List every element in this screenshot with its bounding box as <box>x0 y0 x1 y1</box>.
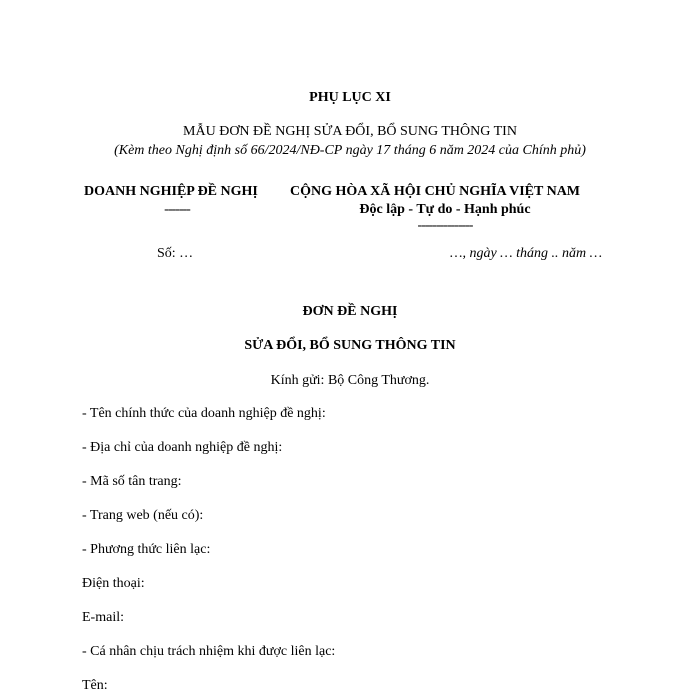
field-contact-method: - Phương thức liên lạc: <box>82 542 211 557</box>
form-title: MẪU ĐƠN ĐỀ NGHỊ SỬA ĐỔI, BỔ SUNG THÔNG TIN <box>183 124 517 139</box>
field-remanufacture-code: - Mã số tân trang: <box>82 474 182 489</box>
field-website: - Trang web (nếu có): <box>82 508 204 523</box>
organization-label: DOANH NGHIỆP ĐỀ NGHỊ <box>84 184 258 199</box>
national-motto: Độc lập - Tự do - Hạnh phúc <box>359 202 531 217</box>
document-number: Số: … <box>157 246 194 261</box>
decree-reference: (Kèm theo Nghị định số 66/2024/NĐ-CP ngày 17 tháng 6 năm 2024 của Chính phủ) <box>114 143 586 158</box>
appendix-title: PHỤ LỤC XI <box>309 90 391 105</box>
field-name: Tên: <box>82 678 108 693</box>
document-date: …, ngày … tháng .. năm … <box>450 246 603 261</box>
recipient-line: Kính gửi: Bộ Công Thương. <box>270 373 430 388</box>
field-email: E-mail: <box>82 610 124 625</box>
request-subtitle: SỬA ĐỔI, BỔ SUNG THÔNG TIN <box>244 338 456 353</box>
organization-divider: ------- <box>164 202 190 217</box>
nation-title: CỘNG HÒA XÃ HỘI CHỦ NGHĨA VIỆT NAM <box>290 184 581 199</box>
motto-divider: --------------- <box>417 218 473 233</box>
field-company-name: - Tên chính thức của doanh nghiệp đề nghị: <box>82 406 326 421</box>
field-company-address: - Địa chỉ của doanh nghiệp đề nghị: <box>82 440 283 455</box>
field-responsible-person: - Cá nhân chịu trách nhiệm khi được liên lạc: <box>82 644 336 659</box>
request-title: ĐƠN ĐỀ NGHỊ <box>302 304 398 319</box>
field-phone: Điện thoại: <box>82 576 145 591</box>
